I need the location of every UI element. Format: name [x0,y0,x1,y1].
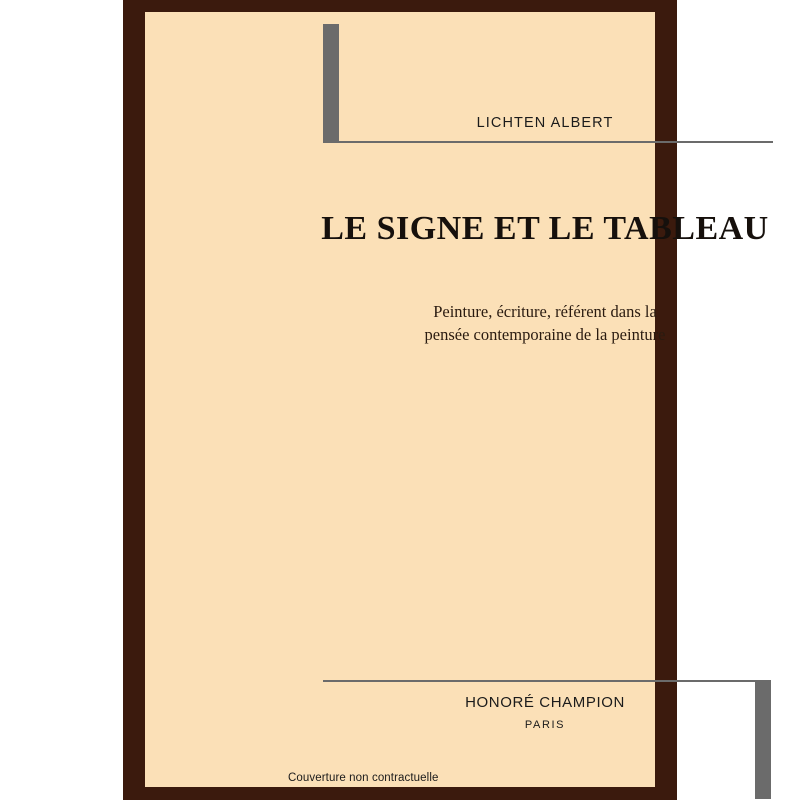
book-subtitle [320,300,770,346]
divider-top [323,141,773,143]
divider-bottom [323,680,763,682]
book-title: LE SIGNE ET LE TABLEAU [321,210,769,247]
book-subtitle-line-1: Peinture, écriture, référent dans la [433,302,657,321]
book-cover-paper [145,12,769,787]
publisher-name: HONORÉ CHAMPION [465,694,625,711]
author-name: LICHTEN ALBERT [476,115,614,131]
book-subtitle-line-2: pensée contemporaine de la peinture [424,325,666,344]
publisher-city: PARIS [524,719,566,731]
cover-disclaimer: Couverture non contractuelle [288,772,439,784]
